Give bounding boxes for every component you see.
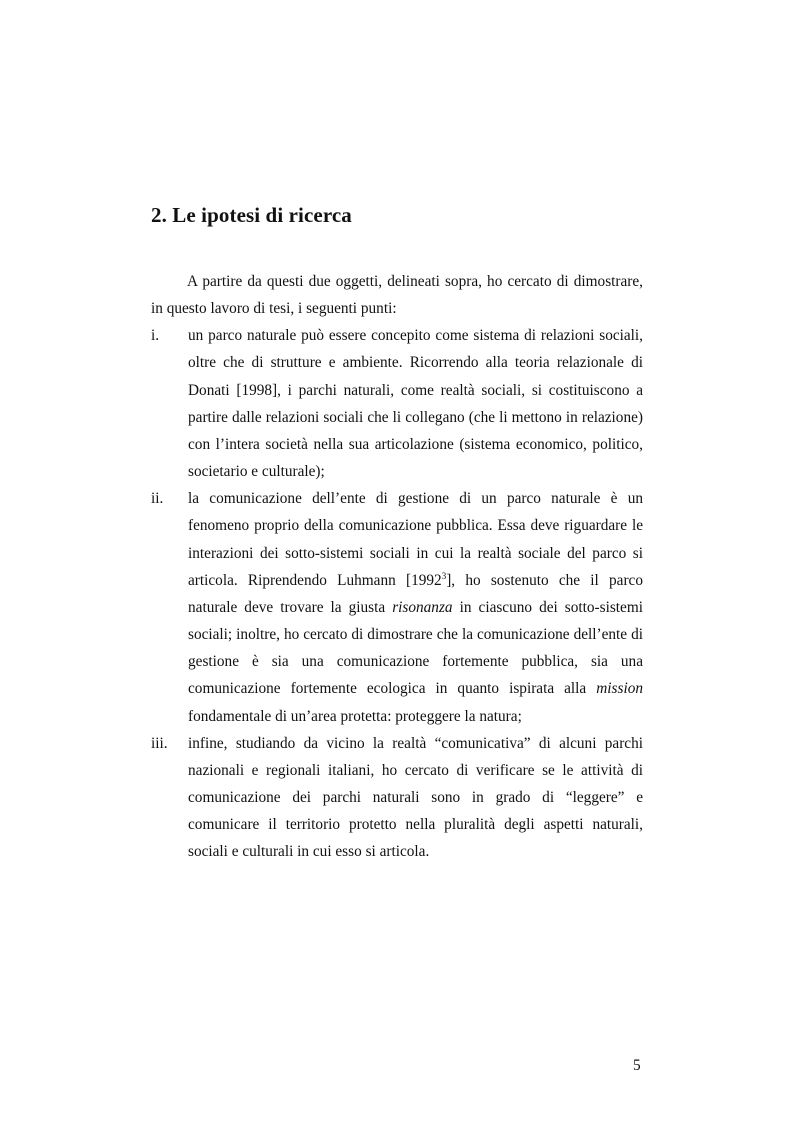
text-segment: in ciascuno dei sotto-sistemi sociali; inoltre, ho cercato di dimostrare che la comunicazione dell’ente di gestione è sia una comunicazione fortemente pubblica, sia una comunicazione fortemente ecologica in quanto ispirata alla <box>188 598 643 698</box>
list-item-ii <box>151 485 643 729</box>
hypotheses-list <box>151 322 643 865</box>
italic-term: risonanza <box>392 598 453 616</box>
list-item-text: infine, studiando da vicino la realtà “comunicativa” di alcuni parchi nazionali e regionali italiani, ho cercato di verificare se le attività di comunicazione dei parchi naturali sono in grado di “leggere” e comunicare il territorio protetto nella pluralità degli aspetti naturali, sociali e culturali in cui esso si articola. <box>188 734 643 861</box>
list-item-label: i. <box>151 327 160 345</box>
page-number: 5 <box>633 1057 641 1074</box>
section-heading: 2. Le ipotesi di ricerca <box>151 203 352 227</box>
list-item-i <box>151 322 643 485</box>
text-segment: ], ho sostenuto che il parco naturale deve trovare la giusta <box>188 571 643 616</box>
list-item-label: iii. <box>151 734 168 752</box>
list-item-iii <box>151 730 643 866</box>
text-segment: la comunicazione dell’ente di gestione di un parco naturale è un fenomeno proprio della comunicazione pubblica. Essa deve riguardare le interazioni dei sotto-sistemi sociali in cui la realtà sociale del parco si articola. Riprendendo Luhmann [1992 <box>188 490 643 589</box>
body-text <box>151 268 643 865</box>
list-item-text <box>188 485 643 729</box>
intro-paragraph: A partire da questi due oggetti, delineati sopra, ho cercato di dimostrare, in questo lavoro di tesi, i seguenti punti: <box>151 273 643 318</box>
list-item-label: ii. <box>151 490 164 508</box>
footnote-reference: 3 <box>441 570 447 581</box>
list-item-text: un parco naturale può essere concepito come sistema di relazioni sociali, oltre che di strutture e ambiente. Ricorrendo alla teoria relazionale di Donati [1998], i parchi naturali, come realtà sociali, si costituiscono a partire dalle relazioni sociali che li collegano (che li mettono in relazione) con l’intera società nella sua articolazione (sistema economico, politico, societario e culturale); <box>188 327 643 481</box>
text-segment: fondamentale di un’area protetta: proteggere la natura; <box>188 707 522 725</box>
italic-term: mission <box>596 680 643 698</box>
